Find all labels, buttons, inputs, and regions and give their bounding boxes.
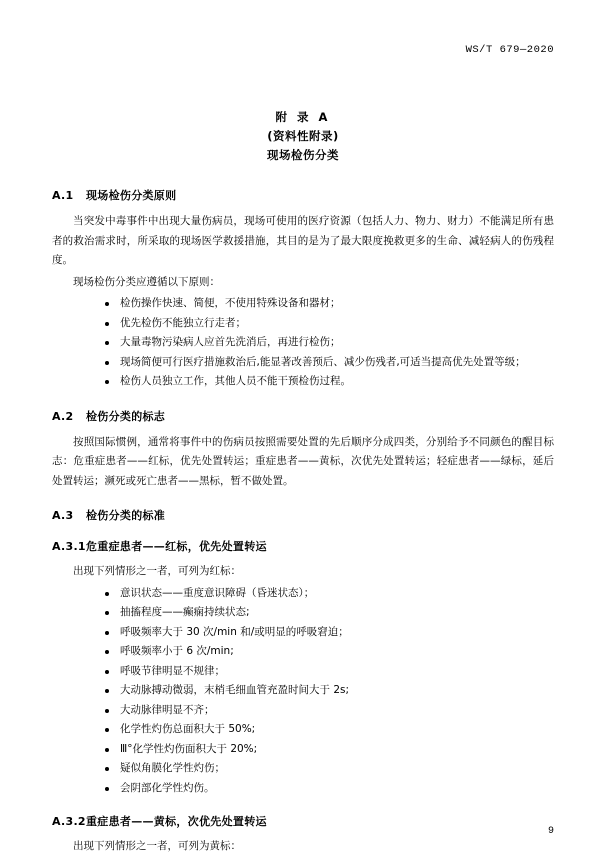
list-item: 意识状态——重度意识障碍（昏迷状态）； <box>104 584 554 604</box>
subsection-heading-a31 <box>52 538 554 554</box>
list-item: 呼吸频率小于 6 次/min; <box>104 642 554 662</box>
page-header <box>52 44 554 56</box>
section-title-a2: 检伤分类的标志 <box>86 409 166 423</box>
annex-title-block <box>52 108 554 165</box>
subsection-title-a32: 重症患者——黄标，次优先处置转运 <box>86 815 267 828</box>
list-item: 检伤操作快速、简便，不使用特殊设备和器材； <box>104 294 554 314</box>
paragraph-a1-2: 现场检伤分类应遵循以下原则： <box>73 275 220 288</box>
section-heading-a2 <box>52 408 554 424</box>
section-title-a1: 现场检伤分类原则 <box>86 189 177 202</box>
list-item: 大动脉搏动微弱，末梢毛细血管充盈时间大于 2s; <box>104 681 554 701</box>
list-item: 化学性灼伤总面积大于 50%; <box>104 720 554 740</box>
list-item: 现场简便可行医疗措施救治后,能显著改善预后、减少伤残者,可适当提高优先处置等级； <box>104 353 554 373</box>
annex-subtitle: (资料性附录) <box>267 129 339 143</box>
section-heading-a1 <box>52 187 554 203</box>
list-item: 疑似角膜化学性灼伤； <box>104 759 554 779</box>
list-item: 抽搐程度——癫痫持续状态; <box>104 603 554 623</box>
subsection-number-a31: A.3.1 <box>52 540 86 553</box>
paragraph-a1-1: 当突发中毒事件中出现大量伤病员，现场可使用的医疗资源（包括人力、物力、财力）不能满足所有患者的救治需求时，所采取的现场医学救援措施，其目的是为了最大限度挽救更多的生命、减轻病人的伤残程度。 <box>52 215 554 266</box>
paragraph-a31-lead: 出现下列情形之一者，可列为红标： <box>73 565 241 577</box>
section-heading-a3 <box>52 507 554 523</box>
section-number-a2: A.2 <box>52 409 74 423</box>
list-item: 呼吸频率大于 30 次/min 和/或明显的呼吸窘迫； <box>104 623 554 643</box>
annex-name: 现场检伤分类 <box>267 148 339 162</box>
subsection-title-a31: 危重症患者——红标，优先处置转运 <box>86 540 267 553</box>
list-item: 大动脉律明显不齐； <box>104 701 554 721</box>
list-item: Ⅲ°化学性灼伤面积大于 20%; <box>104 740 554 760</box>
list-item: 大量毒物污染病人应首先洗消后，再进行检伤； <box>104 333 554 353</box>
section-number-a1: A.1 <box>52 189 74 202</box>
annex-title: 附 录 A <box>275 110 331 124</box>
standard-code: WS/T 679—2020 <box>465 44 554 56</box>
section-title-a3: 检伤分类的标准 <box>86 509 166 522</box>
page-number: 9 <box>547 826 554 837</box>
subsection-number-a32: A.3.2 <box>52 815 86 828</box>
list-item: 会阴部化学性灼伤。 <box>104 779 554 799</box>
list-item: 检伤人员独立工作，其他人员不能干预检伤过程。 <box>104 372 554 392</box>
list-item: 优先检伤不能独立行走者； <box>104 314 554 334</box>
paragraph-a2-1: 按照国际惯例，通常将事件中的伤病员按照需要处置的先后顺序分成四类，分别给予不同颜色的醒目标志：危重症患者——红标，优先处置转运；重症患者——黄标，次优先处置转运；轻症患者——绿标，延后处置转运；濒死或死亡患者——黑标，暂不做处置。 <box>52 435 554 487</box>
bullet-list-a1 <box>52 294 554 392</box>
subsection-heading-a32 <box>52 813 554 829</box>
paragraph-a32-lead: 出现下列情形之一者，可列为黄标： <box>73 840 241 852</box>
bullet-list-a31 <box>52 584 554 799</box>
list-item: 呼吸节律明显不规律； <box>104 662 554 682</box>
section-number-a3: A.3 <box>52 509 74 522</box>
